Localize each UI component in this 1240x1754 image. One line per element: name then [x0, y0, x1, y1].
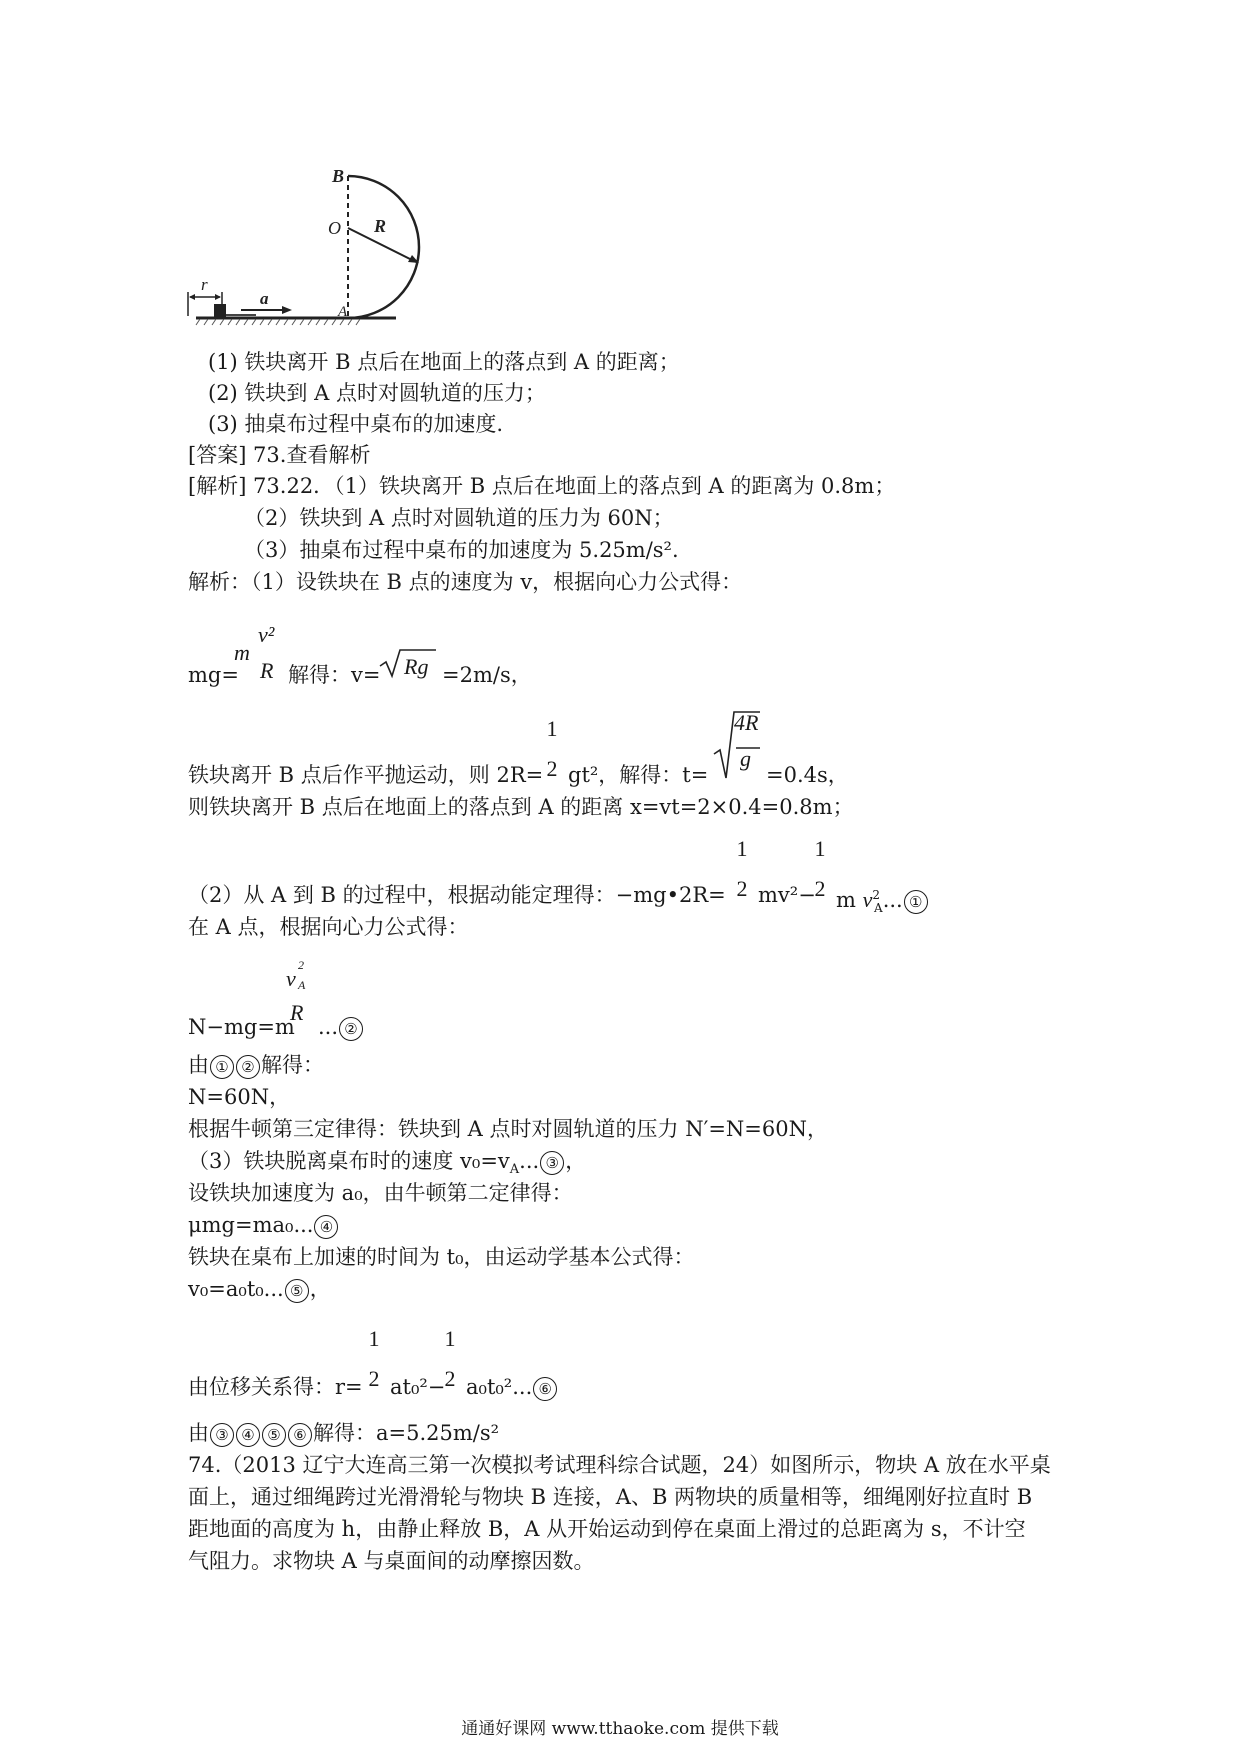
line-i	[188, 1274, 331, 1304]
eq5-num-sub: A	[298, 978, 306, 992]
line-j-post: 解得：a=5.25m/s²	[313, 1421, 500, 1445]
line-i-tail: ，	[309, 1277, 331, 1301]
answer-line: [答案] 73.查看解析	[188, 443, 371, 467]
eq4-half-1	[734, 836, 750, 902]
eq4-mid: mv²−	[758, 883, 816, 907]
question-1: (1) 铁块离开 B 点后在地面上的落点到 A 的距离；	[208, 350, 680, 374]
label-O: O	[328, 218, 341, 238]
label-A: A	[338, 304, 348, 320]
eq2-mid: gt²，解得：t=	[568, 763, 709, 787]
footer-credit: 通通好课网 www.tthaoke.com 提供下载	[461, 1719, 779, 1739]
eq6-half-2-num: 1	[444, 1326, 456, 1351]
q74-line-1: 74.（2013 辽宁大连高三第一次模拟考试理科综合试题，24）如图所示，物块 A 放在水平桌	[188, 1453, 1051, 1477]
eq2-half-den: 2	[546, 756, 558, 781]
eq4-mark: ①	[904, 890, 928, 914]
eq4-half-2-den: 2	[814, 876, 826, 901]
eq6-half-1-num: 1	[368, 1326, 380, 1351]
eq2-rhs: =0.4s，	[766, 763, 849, 787]
physics-diagram	[196, 166, 456, 336]
line-f: 设铁块加速度为 a₀，由牛顿第二定律得：	[188, 1181, 573, 1205]
eq5-den: R	[290, 1000, 304, 1025]
line-j-mark-1: ③	[210, 1423, 234, 1447]
line-j-mark-4: ⑥	[288, 1423, 312, 1447]
eq1-frac-pre: m	[234, 640, 250, 665]
line-a: 在 A 点，根据向心力公式得：	[188, 915, 469, 939]
eq5-tail	[318, 1012, 364, 1042]
eq6-mark: ⑥	[533, 1377, 557, 1401]
line-b-mark-1: ①	[210, 1055, 234, 1079]
line-b	[188, 1050, 324, 1080]
line-j-pre: 由	[188, 1421, 209, 1445]
label-a: a	[260, 289, 269, 308]
eq4-end: ...	[882, 888, 903, 912]
line-e-end: ...	[519, 1149, 540, 1173]
eq4-pre: （2）从 A 到 B 的过程中，根据动能定理得：−mg•2R=	[188, 883, 726, 907]
eq4-tail-sup: 2	[872, 888, 881, 902]
line-e-tail: ，	[565, 1149, 587, 1173]
q74-line-2: 面上，通过细绳跨过光滑滑轮与物块 B 连接，A、B 两物块的质量相等，细绳刚好拉直时 B	[188, 1485, 1033, 1509]
line-j-mark-3: ⑤	[262, 1423, 286, 1447]
line-g	[188, 1210, 339, 1240]
q74-line-3: 距地面的高度为 h，由静止释放 B，A 从开始运动到停在桌面上滑过的总距离为 s，不计空	[188, 1517, 1026, 1541]
eq2-half	[544, 716, 560, 782]
eq4-half-2-num: 1	[814, 836, 826, 861]
eq6-mid: at₀²−	[390, 1375, 446, 1399]
line-j	[188, 1418, 499, 1448]
line-j-mark-2: ④	[236, 1423, 260, 1447]
eq4-half-2	[812, 836, 828, 902]
eq1-mid: 解得：v=	[288, 663, 381, 687]
eq1-lhs: mg=	[188, 663, 239, 687]
eq6-tail-text: a₀t₀²...	[466, 1375, 533, 1399]
eq5-end: ...	[318, 1015, 339, 1039]
eq5-num-sup: 2	[298, 958, 304, 972]
eq5-num-v: v	[286, 966, 296, 991]
analysis-header: [解析] 73.22．（1）铁块离开 B 点后在地面上的落点到 A 的距离为 0.8m；	[188, 474, 896, 498]
question-3: (3) 抽桌布过程中桌布的加速度.	[208, 412, 504, 436]
eq1-frac-num: v²	[258, 622, 275, 647]
eq4-tail-m: m	[836, 888, 856, 912]
eq5-lhs: N−mg=m	[188, 1015, 295, 1039]
line-c: N=60N，	[188, 1085, 291, 1109]
eq6-half-1	[366, 1326, 382, 1392]
line-b-mark-2: ②	[236, 1055, 260, 1079]
line-e-sub: A	[509, 1162, 520, 1178]
eq4-half-1-den: 2	[736, 876, 748, 901]
eq2-half-num: 1	[546, 716, 558, 741]
eq1-frac-den: R	[260, 658, 274, 683]
solution-intro: 解析：（1）设铁块在 B 点的速度为 v，根据向心力公式得：	[188, 570, 743, 594]
eq1-root: Rg	[404, 654, 429, 679]
eq3-line: 则铁块离开 B 点后在地面上的落点到 A 的距离 x=vt=2×0.4=0.8m；	[188, 795, 854, 819]
line-h: 铁块在桌布上加速的时间为 t₀，由运动学基本公式得：	[188, 1245, 695, 1269]
eq6-pre: 由位移关系得：r=	[188, 1375, 363, 1399]
eq1-rhs: =2m/s，	[442, 663, 532, 687]
eq4-tail-sub: A	[874, 901, 883, 916]
line-b-pre: 由	[188, 1053, 209, 1077]
line-e-text: （3）铁块脱离桌布时的速度 v₀=v	[188, 1149, 510, 1173]
eq5-mark: ②	[339, 1017, 363, 1041]
eq2-root-num: 4R	[734, 710, 759, 735]
q74-line-4: 气阻力。求物块 A 与桌面间的动摩擦因数。	[188, 1549, 595, 1573]
eq2-root-den: g	[740, 746, 751, 771]
line-e-mark: ③	[540, 1151, 564, 1175]
eq4-tail	[836, 880, 929, 923]
label-R: R	[374, 216, 387, 236]
analysis-3: （3）抽桌布过程中桌布的加速度为 5.25m/s².	[244, 538, 679, 562]
eq6-half-2	[442, 1326, 458, 1392]
line-g-text: μmg=ma₀...	[188, 1213, 314, 1237]
eq4-tail-v: v	[862, 887, 873, 912]
question-2: (2) 铁块到 A 点时对圆轨道的压力；	[208, 381, 546, 405]
line-b-post: 解得：	[261, 1053, 324, 1077]
line-g-mark: ④	[314, 1215, 338, 1239]
line-d: 根据牛顿第三定律得：铁块到 A 点时对圆轨道的压力 N′=N=60N，	[188, 1117, 828, 1141]
eq6-half-1-den: 2	[368, 1366, 380, 1391]
eq6-half-2-den: 2	[444, 1366, 456, 1391]
eq6-tail	[466, 1372, 558, 1402]
label-B: B	[332, 166, 345, 186]
line-i-mark: ⑤	[285, 1279, 309, 1303]
label-r: r	[201, 275, 208, 294]
eq2-pre: 铁块离开 B 点后作平抛运动，则 2R=	[188, 763, 544, 787]
line-i-text: v₀=a₀t₀...	[188, 1277, 284, 1301]
eq4-half-1-num: 1	[736, 836, 748, 861]
analysis-2: （2）铁块到 A 点时对圆轨道的压力为 60N；	[244, 506, 674, 530]
